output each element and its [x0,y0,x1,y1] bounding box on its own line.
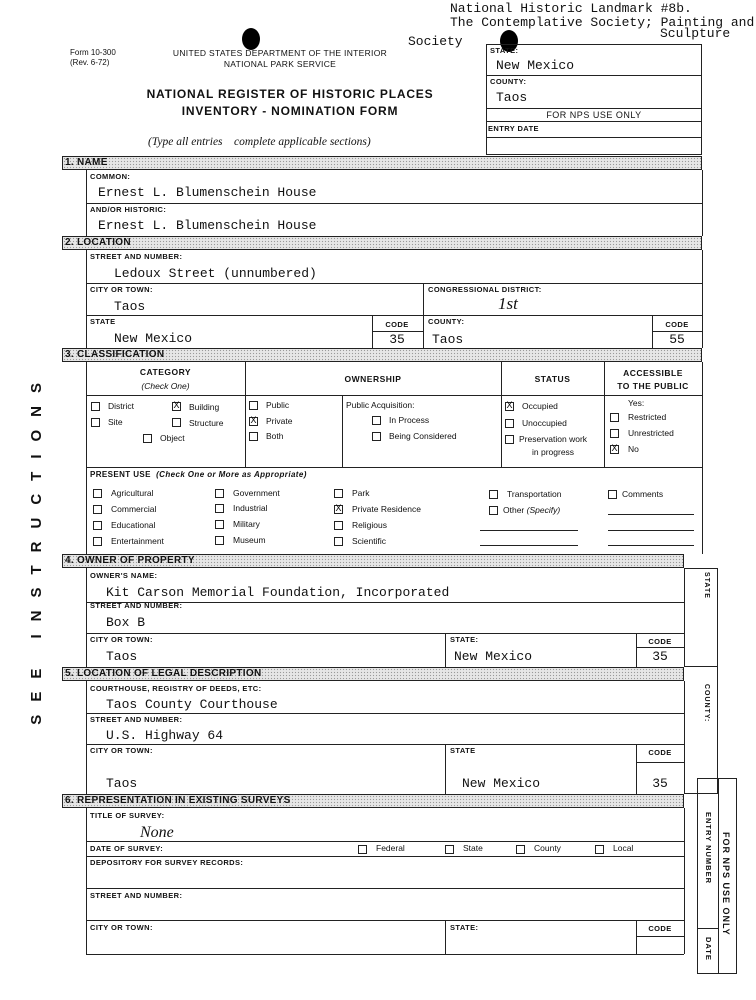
use-military-checkbox[interactable] [215,520,224,529]
use-park-label: Park [352,488,370,498]
legal-code-label: CODE [648,748,672,757]
form-id [70,48,116,68]
use-scientific-label: Scientific [352,536,387,546]
use-religious-label: Religious [352,520,387,530]
status-occupied-label: Occupied [522,401,558,411]
annotation-line1: National Historic Landmark #8b. [450,1,692,16]
section4-title: 4. OWNER OF PROPERTY [65,555,195,566]
use-museum-checkbox[interactable] [215,536,224,545]
header-state-value: New Mexico [496,58,575,73]
courthouse-label: COURTHOUSE, REGISTRY OF DEEDS, ETC: [90,684,262,693]
see-instructions: SEE INSTRUCTIONS [28,370,45,725]
accessible-restricted-label: Restricted [628,412,667,422]
accessible-header-line2: TO THE PUBLIC [617,381,689,391]
accessible-yes-label: Yes: [628,398,645,408]
ownership-both-label: Both [266,431,284,441]
accessible-unrestricted-label: Unrestricted [628,428,674,438]
category-building-label: Building [189,402,220,412]
section4-bar [62,554,684,568]
survey-title-label: TITLE OF SURVEY: [90,811,165,820]
ownership-header: OWNERSHIP [344,374,402,384]
use-government-label: Government [233,488,280,498]
use-private-residence-label: Private Residence [352,504,421,514]
use-educational-checkbox[interactable] [93,521,102,530]
survey-title-value: None [140,824,174,841]
section2-bar [62,236,702,250]
use-comments-checkbox[interactable] [608,490,617,499]
category-object-label: Object [160,433,185,443]
district-value: 1st [498,294,518,313]
use-entertainment-checkbox[interactable] [93,537,102,546]
present-use-sub: (Check One or More as Appropriate) [156,470,307,479]
ownership-private-checkbox[interactable] [249,417,258,426]
use-military-label: Military [233,519,260,529]
annotation-line2: The Contemplative Society; Painting and [450,15,755,30]
section3-title: 3. CLASSIFICATION [65,349,165,360]
use-agricultural-checkbox[interactable] [93,489,102,498]
owner-code-value: 35 [652,649,668,664]
acquisition-in-process-label: In Process [389,415,430,425]
survey-date-label: DATE OF SURVEY: [90,844,164,853]
status-occupied-mark: X [506,401,513,412]
status-progress-label: in progress [532,447,575,457]
use-educational-label: Educational [111,520,156,530]
margin-county-label: COUNTY: [703,684,710,723]
annotation-line3: Society [408,34,463,49]
use-other-specify: (Specify) [526,505,561,515]
instruction-part2: complete applicable sections) [234,136,371,148]
public-acquisition-label: Public Acquisition: [346,400,415,410]
city-label: CITY OR TOWN: [90,285,153,294]
margin-entry-number: ENTRY NUMBER [704,812,713,885]
accessible-unrestricted-checkbox[interactable] [610,429,619,438]
form-title-line2: INVENTORY - NOMINATION FORM [181,104,399,118]
use-museum-label: Museum [233,535,266,545]
use-other-checkbox[interactable] [489,506,498,515]
accessible-header [604,367,702,393]
survey-street-label: STREET AND NUMBER: [90,891,183,900]
header-state-label: STATE: [490,46,519,55]
header-entry-date-label: ENTRY DATE [488,124,539,133]
category-subheader: (Check One) [141,381,190,391]
margin-state-label: STATE [703,572,710,599]
level-state-checkbox[interactable] [445,845,454,854]
owner-code-label: CODE [648,637,672,646]
use-private-residence-mark: X [335,504,342,515]
status-header: STATUS [534,374,571,384]
accessible-restricted-checkbox[interactable] [610,413,619,422]
level-federal-checkbox[interactable] [358,845,367,854]
section5-title: 5. LOCATION OF LEGAL DESCRIPTION [65,668,262,679]
legal-street-label: STREET AND NUMBER: [90,715,183,724]
status-unoccupied-label: Unoccupied [522,418,567,428]
accessible-no-checkbox[interactable] [610,445,619,454]
acquisition-in-process-checkbox[interactable] [372,416,381,425]
category-structure-label: Structure [189,418,224,428]
category-district-checkbox[interactable] [91,402,100,411]
acquisition-considered-checkbox[interactable] [372,432,381,441]
level-federal-label: Federal [376,843,405,853]
margin-date: DATE [704,937,713,961]
city-value: Taos [114,299,146,314]
street-label: STREET AND NUMBER: [90,252,183,261]
agency [160,48,400,70]
common-value: Ernest L. Blumenschein House [98,185,317,200]
legal-city-value: Taos [106,776,138,791]
use-entertainment-label: Entertainment [111,536,164,546]
header-county-value: Taos [496,90,528,105]
present-use-title: PRESENT USE [90,470,151,479]
accessible-no-mark: X [611,444,618,455]
acquisition-considered-label: Being Considered [389,431,457,441]
use-other-text: Other [503,505,525,515]
ownership-private-mark: X [250,416,257,427]
legal-state-label: STATE [450,746,476,755]
courthouse-value: Taos County Courthouse [106,697,278,712]
instruction-part1: (Type all entries [148,136,223,148]
type-instruction [148,136,371,148]
state-code-label: CODE [385,320,409,329]
use-commercial-checkbox[interactable] [93,505,102,514]
level-county-checkbox[interactable] [516,845,525,854]
survey-state-label: STATE: [450,923,479,932]
owner-street-label: STREET AND NUMBER: [90,601,183,610]
margin-state-box [684,568,718,667]
category-header: CATEGORY [139,367,192,377]
owner-state-value: New Mexico [454,649,533,664]
use-commercial-label: Commercial [111,504,157,514]
scan-blot [242,28,260,50]
ownership-private-label: Private [266,416,293,426]
category-district-label: District [108,401,134,411]
loc-state-label: STATE [90,317,116,326]
category-object-checkbox[interactable] [143,434,152,443]
use-scientific-checkbox[interactable] [334,537,343,546]
district-label: CONGRESSIONAL DISTRICT: [428,285,542,294]
section5-bar [62,667,684,681]
legal-street-value: U.S. Highway 64 [106,728,224,743]
use-agricultural-label: Agricultural [111,488,154,498]
level-county-label: County [534,843,561,853]
form-number: Form 10-300 [70,48,116,57]
owner-city-label: CITY OR TOWN: [90,635,153,644]
street-value: Ledoux Street (unnumbered) [114,266,317,281]
loc-state-value: New Mexico [114,331,193,346]
ownership-both-checkbox[interactable] [249,432,258,441]
use-religious-checkbox[interactable] [334,521,343,530]
common-label: COMMON: [90,172,131,181]
level-local-label: Local [613,843,634,853]
form-title [125,86,455,120]
loc-county-label: COUNTY: [428,317,465,326]
agency-line1: UNITED STATES DEPARTMENT OF THE INTERIOR [172,48,388,58]
category-site-label: Site [108,417,123,427]
level-local-checkbox[interactable] [595,845,604,854]
use-industrial-checkbox[interactable] [215,504,224,513]
owner-street-value: Box B [106,615,146,630]
margin-county-box [684,667,718,794]
category-building-mark: X [173,401,180,412]
section6-bar [62,794,684,808]
use-private-residence-checkbox[interactable] [334,505,343,514]
state-code-value: 35 [389,332,405,347]
county-code-label: CODE [665,320,689,329]
section6-title: 6. REPRESENTATION IN EXISTING SURVEYS [65,795,291,806]
historic-label: AND/OR HISTORIC: [90,205,167,214]
ownership-public-checkbox[interactable] [249,401,258,410]
header-nps-use: FOR NPS USE ONLY [546,110,642,120]
legal-state-value: New Mexico [462,776,541,791]
owner-city-value: Taos [106,649,138,664]
accessible-header-line1: ACCESSIBLE [623,368,683,378]
use-transportation-label: Transportation [507,489,562,499]
owner-state-label: STATE: [450,635,479,644]
status-unoccupied-checkbox[interactable] [505,419,514,428]
form-title-line1: NATIONAL REGISTER OF HISTORIC PLACES [146,87,434,101]
use-industrial-label: Industrial [233,503,268,513]
use-other-label [503,505,560,515]
level-state-label: State [463,843,483,853]
historic-value: Ernest L. Blumenschein House [98,218,317,233]
use-park-checkbox[interactable] [334,489,343,498]
header-county-label: COUNTY: [490,77,527,86]
section1-bar [62,156,702,170]
legal-code-value: 35 [652,776,668,791]
category-site-checkbox[interactable] [91,418,100,427]
depository-label: DEPOSITORY FOR SURVEY RECORDS: [90,858,244,867]
owner-name-value: Kit Carson Memorial Foundation, Incorporated [106,585,450,600]
section1-title: 1. NAME [65,157,108,168]
category-building-checkbox[interactable] [172,402,181,411]
present-use-label [90,470,307,479]
status-occupied-checkbox[interactable] [505,402,514,411]
legal-city-label: CITY OR TOWN: [90,746,153,755]
margin-nps-box [697,778,737,974]
section2-title: 2. LOCATION [65,237,131,248]
owner-name-label: OWNER'S NAME: [90,571,158,580]
loc-county-value: Taos [432,332,464,347]
survey-code-label: CODE [648,924,672,933]
accessible-no-label: No [628,444,639,454]
ownership-public-label: Public [266,400,290,410]
agency-line2: NATIONAL PARK SERVICE [223,59,337,69]
use-transportation-checkbox[interactable] [489,490,498,499]
county-code-value: 55 [669,332,685,347]
annotation-line4: Sculpture [660,26,731,41]
status-preservation-label: Preservation work [519,434,588,444]
section3-bar [62,348,702,362]
survey-city-label: CITY OR TOWN: [90,923,153,932]
use-comments-label: Comments [622,489,664,499]
form-revision: (Rev. 6-72) [70,58,110,67]
use-government-checkbox[interactable] [215,489,224,498]
category-structure-checkbox[interactable] [172,418,181,427]
status-preservation-checkbox[interactable] [505,435,514,444]
margin-nps-use: FOR NPS USE ONLY [721,832,731,936]
